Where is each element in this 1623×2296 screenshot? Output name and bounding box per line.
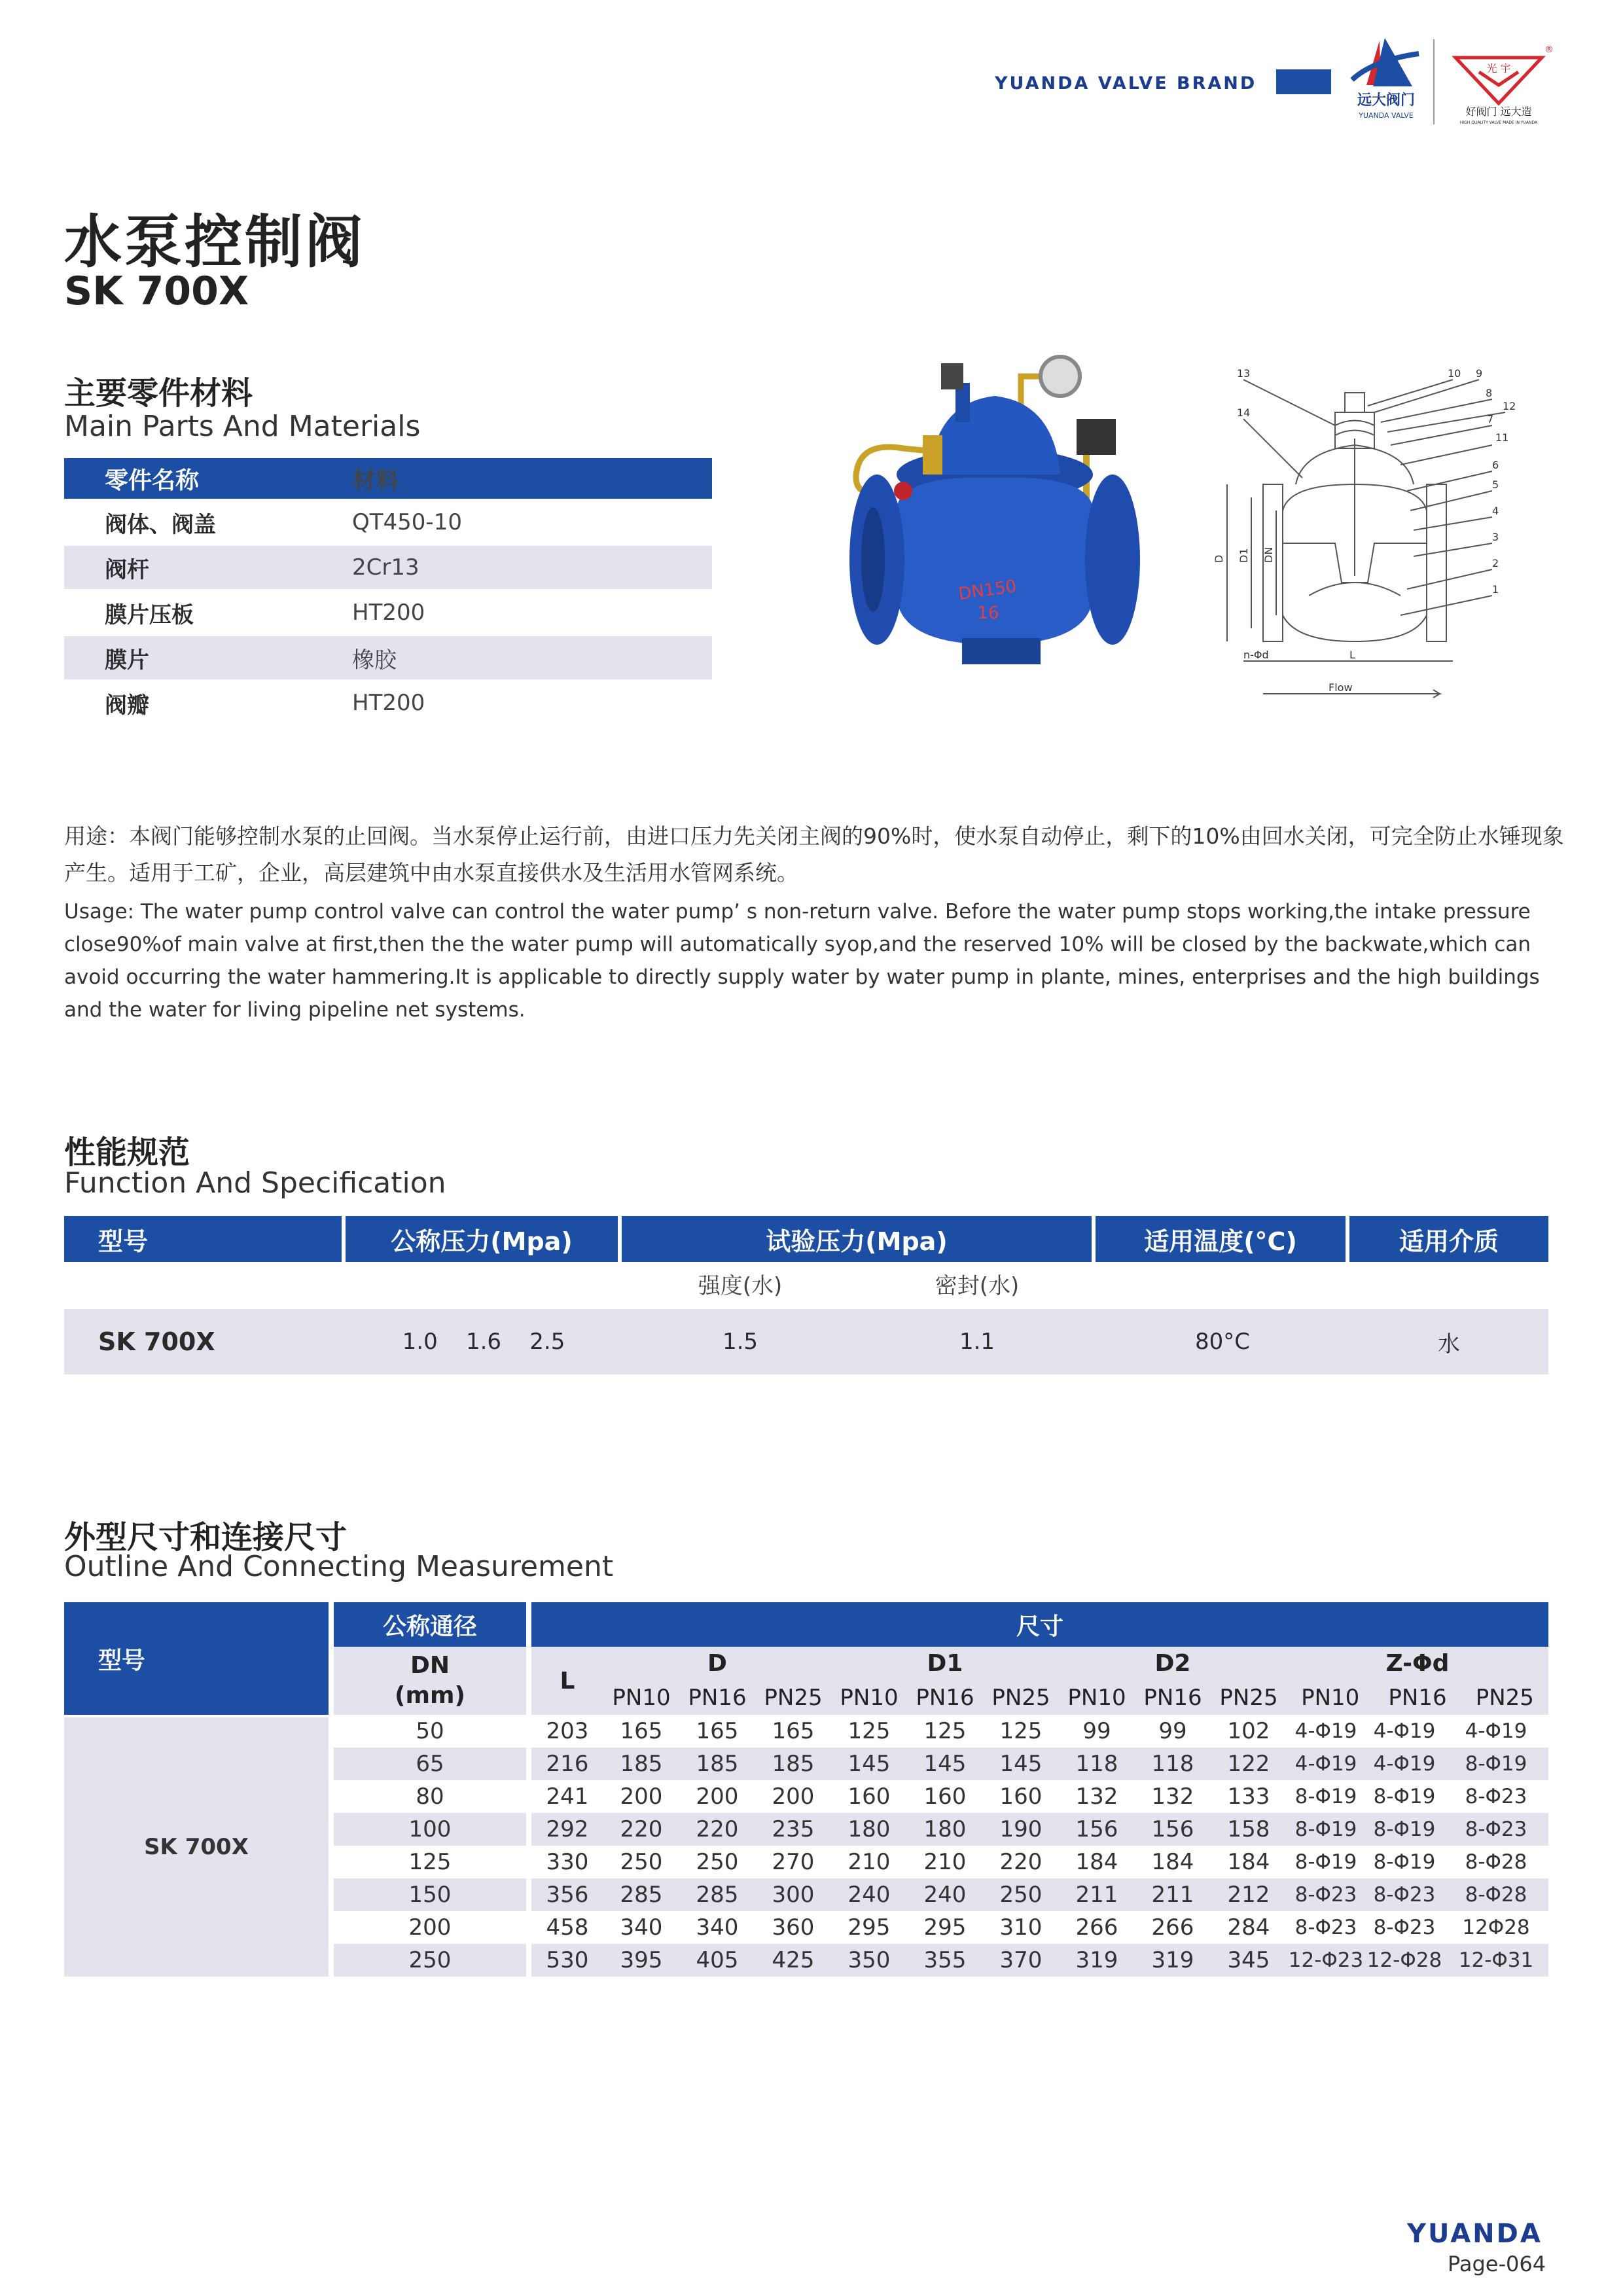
dim-cell: 285 (603, 1878, 679, 1911)
dn-cell: 65 (334, 1748, 531, 1780)
diagram-label: 10 (1448, 367, 1461, 380)
dims-header-D: D (707, 1650, 727, 1677)
dim-cell: 145 (907, 1748, 983, 1780)
pn-label: PN25 (991, 1685, 1050, 1711)
nameplate-line2: 16 (977, 603, 999, 623)
cell-temperature: 80°C (1096, 1305, 1349, 1374)
pn-label: PN10 (1067, 1685, 1126, 1711)
dim-cell: 284 (1211, 1911, 1287, 1944)
dim-cell: 185 (603, 1748, 679, 1780)
dims-header-row-1 (64, 1602, 1548, 1647)
dim-cell: 200 (679, 1780, 755, 1813)
nameplate-line1: DN150 (957, 577, 1018, 605)
pn-label: PN25 (1475, 1685, 1534, 1711)
parts-header-name: 零件名称 (64, 458, 352, 500)
dim-cell: 210 (907, 1846, 983, 1878)
dim-cell: 12-Φ31 (1444, 1944, 1548, 1977)
dim-cell: 292 (531, 1813, 603, 1846)
dim-cell: 8-Φ19 (1365, 1846, 1444, 1878)
dim-cell: 211 (1059, 1878, 1135, 1911)
dim-cell: 8-Φ23 (1287, 1911, 1365, 1944)
diagram-label: 13 (1237, 367, 1251, 380)
dim-cell: 8-Φ23 (1444, 1780, 1548, 1813)
page-title: 水泵控制阀 (64, 208, 366, 276)
dim-cell: 4-Φ19 (1287, 1715, 1365, 1748)
dim-cell: 118 (1135, 1748, 1211, 1780)
dim-cell: 132 (1059, 1780, 1135, 1813)
dim-cell: 8-Φ28 (1444, 1878, 1548, 1911)
function-subheader-row (64, 1262, 1548, 1305)
dim-cell: 184 (1211, 1846, 1287, 1878)
diagram-label: DN (1262, 547, 1275, 563)
dim-cell: 211 (1135, 1878, 1211, 1911)
diagram-label: 8 (1486, 387, 1493, 399)
dim-cell: 160 (983, 1780, 1059, 1813)
diagram-label: D1 (1238, 548, 1250, 563)
dim-cell: 330 (531, 1846, 603, 1878)
part-name: 膜片压板 (64, 590, 352, 636)
dim-cell: 125 (831, 1715, 907, 1748)
dims-header-D2: D2 (1154, 1650, 1191, 1677)
dim-cell: 360 (755, 1911, 831, 1944)
dn-cell: 50 (334, 1715, 531, 1748)
dims-header-L: L (531, 1647, 603, 1715)
logo-separator (1433, 39, 1435, 124)
diagram-label: 14 (1237, 406, 1251, 419)
dim-cell: 102 (1211, 1715, 1287, 1748)
dim-cell: 8-Φ23 (1287, 1878, 1365, 1911)
part-name: 阀杆 (64, 545, 352, 590)
logo1-en: YUANDA VALVE (1359, 111, 1414, 120)
pn-label: PN10 (840, 1685, 899, 1711)
model-title: SK 700X (64, 268, 249, 314)
diagram-label: 7 (1487, 413, 1494, 425)
pn-label: PN16 (688, 1685, 747, 1711)
dim-cell: 405 (679, 1944, 755, 1977)
dim-cell: 4-Φ19 (1444, 1715, 1548, 1748)
dim-cell: 240 (831, 1878, 907, 1911)
header-medium: 适用介质 (1349, 1216, 1548, 1262)
subheader-strength: 强度(水) (698, 1272, 783, 1299)
part-name: 膜片 (64, 636, 352, 681)
dim-cell: 8-Φ23 (1365, 1878, 1444, 1911)
dim-cell: 370 (983, 1944, 1059, 1977)
pn-label: PN16 (1143, 1685, 1202, 1711)
dim-cell: 165 (679, 1715, 755, 1748)
dim-cell: 295 (831, 1911, 907, 1944)
dim-cell: 285 (679, 1878, 755, 1911)
dims-header-mm: (mm) (395, 1682, 465, 1709)
footer-brand: YUANDA (1407, 2219, 1543, 2249)
dims-model-cell: SK 700X (64, 1715, 334, 1977)
cell-pressure: 1.0 1.6 2.5 (346, 1305, 622, 1374)
header-temperature: 适用温度(°C) (1096, 1216, 1349, 1262)
dims-title-cn: 外型尺寸和连接尺寸 (64, 1519, 348, 1556)
brand-name: YUANDA VALVE BRAND (995, 73, 1257, 94)
dim-cell: 184 (1135, 1846, 1211, 1878)
dim-cell: 99 (1059, 1715, 1135, 1748)
diagram-label: 1 (1492, 583, 1499, 596)
dn-cell: 80 (334, 1780, 531, 1813)
function-header-row (64, 1216, 1548, 1262)
dim-cell: 203 (531, 1715, 603, 1748)
dim-cell: 340 (603, 1911, 679, 1944)
dim-cell: 8-Φ19 (1287, 1780, 1365, 1813)
cell-medium: 水 (1349, 1305, 1548, 1374)
subheader-seal: 密封(水) (935, 1272, 1020, 1299)
diagram-label: 9 (1476, 367, 1483, 380)
dim-cell: 310 (983, 1911, 1059, 1944)
dims-header-model: 型号 (64, 1602, 334, 1715)
logo2-cn-top: 光 宇 (1486, 62, 1511, 75)
dim-cell: 99 (1135, 1715, 1211, 1748)
dim-cell: 250 (983, 1878, 1059, 1911)
dim-cell: 300 (755, 1878, 831, 1911)
dim-cell: 350 (831, 1944, 907, 1977)
dim-cell: 235 (755, 1813, 831, 1846)
dim-cell: 190 (983, 1813, 1059, 1846)
table-row (64, 1305, 1548, 1374)
dim-cell: 12Φ28 (1444, 1911, 1548, 1944)
dn-cell: 150 (334, 1878, 531, 1911)
cell-strength: 1.5 (722, 1329, 758, 1355)
dim-cell: 185 (679, 1748, 755, 1780)
dim-cell: 212 (1211, 1878, 1287, 1911)
diagram-label: 3 (1492, 531, 1499, 543)
dim-cell: 180 (907, 1813, 983, 1846)
dim-cell: 165 (603, 1715, 679, 1748)
table-row (64, 500, 712, 545)
dim-cell: 118 (1059, 1748, 1135, 1780)
part-material: 橡胶 (352, 636, 712, 681)
dimensions-table (64, 1602, 1548, 1977)
function-title-cn: 性能规范 (64, 1134, 190, 1171)
pn-label: PN25 (764, 1685, 823, 1711)
logo2-cn: 好阀门 远大造 (1465, 105, 1532, 118)
dim-cell: 12-Φ28 (1365, 1944, 1444, 1977)
cell-seal: 1.1 (959, 1329, 995, 1355)
dim-cell: 132 (1135, 1780, 1211, 1813)
pn-label: PN25 (1219, 1685, 1278, 1711)
pn-label: PN16 (916, 1685, 974, 1711)
dims-header-Z: Z-Φd (1385, 1650, 1450, 1677)
part-material: QT450-10 (352, 500, 712, 545)
dn-cell: 100 (334, 1813, 531, 1846)
function-table (64, 1216, 1548, 1374)
dim-cell: 133 (1211, 1780, 1287, 1813)
dim-cell: 145 (983, 1748, 1059, 1780)
dim-cell: 12-Φ23 (1287, 1944, 1365, 1977)
diagram-label: 2 (1492, 557, 1499, 569)
usage-text-cn: 用途：本阀门能够控制水泵的止回阀。当水泵停止运行前，由进口压力先关闭主阀的90%时，使水泵自动停止，剩下的10%由回水关闭，可完全防止水锤现象产生。适用于工矿，企业，高层建筑中由水泵直接供水及生活用水管网系统。 (64, 823, 1564, 886)
dim-cell: 8-Φ19 (1287, 1813, 1365, 1846)
parts-header-material: 材料 (352, 458, 712, 500)
valve-section-diagram (1204, 353, 1571, 720)
dim-cell: 122 (1211, 1748, 1287, 1780)
diagram-label: 4 (1492, 505, 1499, 517)
dim-cell: 8-Φ28 (1444, 1846, 1548, 1878)
parts-table (64, 458, 712, 725)
dims-header-dn-group: 公称通径 (334, 1602, 531, 1647)
dim-cell: 160 (831, 1780, 907, 1813)
part-name: 阀瓣 (64, 681, 352, 725)
function-title-en: Function And Specification (64, 1166, 446, 1200)
dim-cell: 8-Φ19 (1365, 1813, 1444, 1846)
dim-cell: 8-Φ23 (1365, 1911, 1444, 1944)
dim-cell: 340 (679, 1911, 755, 1944)
dims-header-D1: D1 (927, 1650, 963, 1677)
dim-cell: 200 (755, 1780, 831, 1813)
dims-header-size: 尺寸 (531, 1602, 1548, 1647)
dim-cell: 200 (603, 1780, 679, 1813)
dim-cell: 125 (983, 1715, 1059, 1748)
logo1-cn: 远大阀门 (1357, 92, 1416, 109)
dim-cell: 250 (679, 1846, 755, 1878)
pn-label: PN10 (1301, 1685, 1360, 1711)
dim-cell: 165 (755, 1715, 831, 1748)
dim-cell: 458 (531, 1911, 603, 1944)
diagram-label: D (1213, 554, 1225, 563)
dim-cell: 210 (831, 1846, 907, 1878)
dim-cell: 4-Φ19 (1287, 1748, 1365, 1780)
header-model: 型号 (64, 1216, 346, 1262)
part-material: HT200 (352, 590, 712, 636)
diagram-label: 12 (1503, 400, 1516, 412)
usage-text-en: Usage: The water pump control valve can control the water pump’ s non-return valve. Before the water pump stops working,the intake pressure close90%of main valve at first,then the the water pump will automatically syop,and the reserved 10% will be closed by the backwate,which can avoid occurring the water hammering.It is applicable to directly supply water by water pump in plante, mines, enterprises and the high buildings and the water for living pipeline net systems. (64, 900, 1540, 1022)
dim-cell: 355 (907, 1944, 983, 1977)
page-number: Page-064 (1448, 2251, 1546, 2276)
dim-cell: 8-Φ19 (1287, 1846, 1365, 1878)
dim-cell: 356 (531, 1878, 603, 1911)
diagram-label: 5 (1492, 478, 1499, 491)
dim-cell: 240 (907, 1878, 983, 1911)
pn-label: PN16 (1388, 1685, 1447, 1711)
dim-cell: 156 (1059, 1813, 1135, 1846)
dim-cell: 8-Φ19 (1444, 1748, 1548, 1780)
dim-cell: 8-Φ23 (1444, 1813, 1548, 1846)
dim-cell: 158 (1211, 1813, 1287, 1846)
dim-cell: 395 (603, 1944, 679, 1977)
dim-cell: 156 (1135, 1813, 1211, 1846)
dim-cell: 145 (831, 1748, 907, 1780)
dim-cell: 266 (1059, 1911, 1135, 1944)
dim-cell: 4-Φ19 (1365, 1748, 1444, 1780)
dims-title-en: Outline And Connecting Measurement (64, 1550, 614, 1583)
dim-cell: 180 (831, 1813, 907, 1846)
dim-cell: 319 (1059, 1944, 1135, 1977)
dims-header-dn: DN (410, 1652, 450, 1679)
dim-cell: 220 (983, 1846, 1059, 1878)
dim-cell: 4-Φ19 (1365, 1715, 1444, 1748)
part-name: 阀体、阀盖 (64, 500, 352, 545)
dim-cell: 345 (1211, 1944, 1287, 1977)
part-material: HT200 (352, 681, 712, 725)
dim-cell: 295 (907, 1911, 983, 1944)
yuanda-logo (1347, 34, 1425, 122)
table-row (64, 681, 712, 725)
dim-cell: 250 (603, 1846, 679, 1878)
table-row (64, 545, 712, 590)
diagram-label: n-Φd (1243, 649, 1269, 661)
header-nominal-pressure: 公称压力(Mpa) (346, 1216, 622, 1262)
diagram-label: Flow (1329, 681, 1353, 694)
dim-cell: 216 (531, 1748, 603, 1780)
header-test-pressure: 试验压力(Mpa) (622, 1216, 1096, 1262)
parts-title-en: Main Parts And Materials (64, 410, 421, 443)
parts-title-cn: 主要零件材料 (64, 375, 253, 412)
table-row (64, 590, 712, 636)
registered-mark: ® (1544, 45, 1554, 55)
diagram-label: 11 (1495, 431, 1509, 444)
dim-cell: 160 (907, 1780, 983, 1813)
logo2-en: HIGH QUALITY VALVE MADE IN YUANDA (1459, 120, 1538, 125)
table-row (64, 1715, 1548, 1748)
dn-cell: 125 (334, 1846, 531, 1878)
pn-label: PN10 (612, 1685, 671, 1711)
dim-cell: 270 (755, 1846, 831, 1878)
dim-cell: 425 (755, 1944, 831, 1977)
dn-cell: 200 (334, 1911, 531, 1944)
diagram-label: 6 (1492, 459, 1499, 471)
dim-cell: 220 (603, 1813, 679, 1846)
dim-cell: 8-Φ19 (1365, 1780, 1444, 1813)
dim-cell: 530 (531, 1944, 603, 1977)
brand-bar (1276, 69, 1331, 94)
parts-header-row (64, 458, 712, 500)
cell-model: SK 700X (64, 1305, 346, 1374)
part-material: 2Cr13 (352, 545, 712, 590)
dim-cell: 266 (1135, 1911, 1211, 1944)
guangyu-logo (1446, 38, 1554, 126)
dim-cell: 220 (679, 1813, 755, 1846)
diagram-label: L (1349, 649, 1355, 661)
dn-cell: 250 (334, 1944, 531, 1977)
dim-cell: 185 (755, 1748, 831, 1780)
dim-cell: 241 (531, 1780, 603, 1813)
dim-cell: 125 (907, 1715, 983, 1748)
dim-cell: 184 (1059, 1846, 1135, 1878)
dim-cell: 319 (1135, 1944, 1211, 1977)
table-row (64, 636, 712, 681)
valve-product-image (825, 337, 1165, 717)
